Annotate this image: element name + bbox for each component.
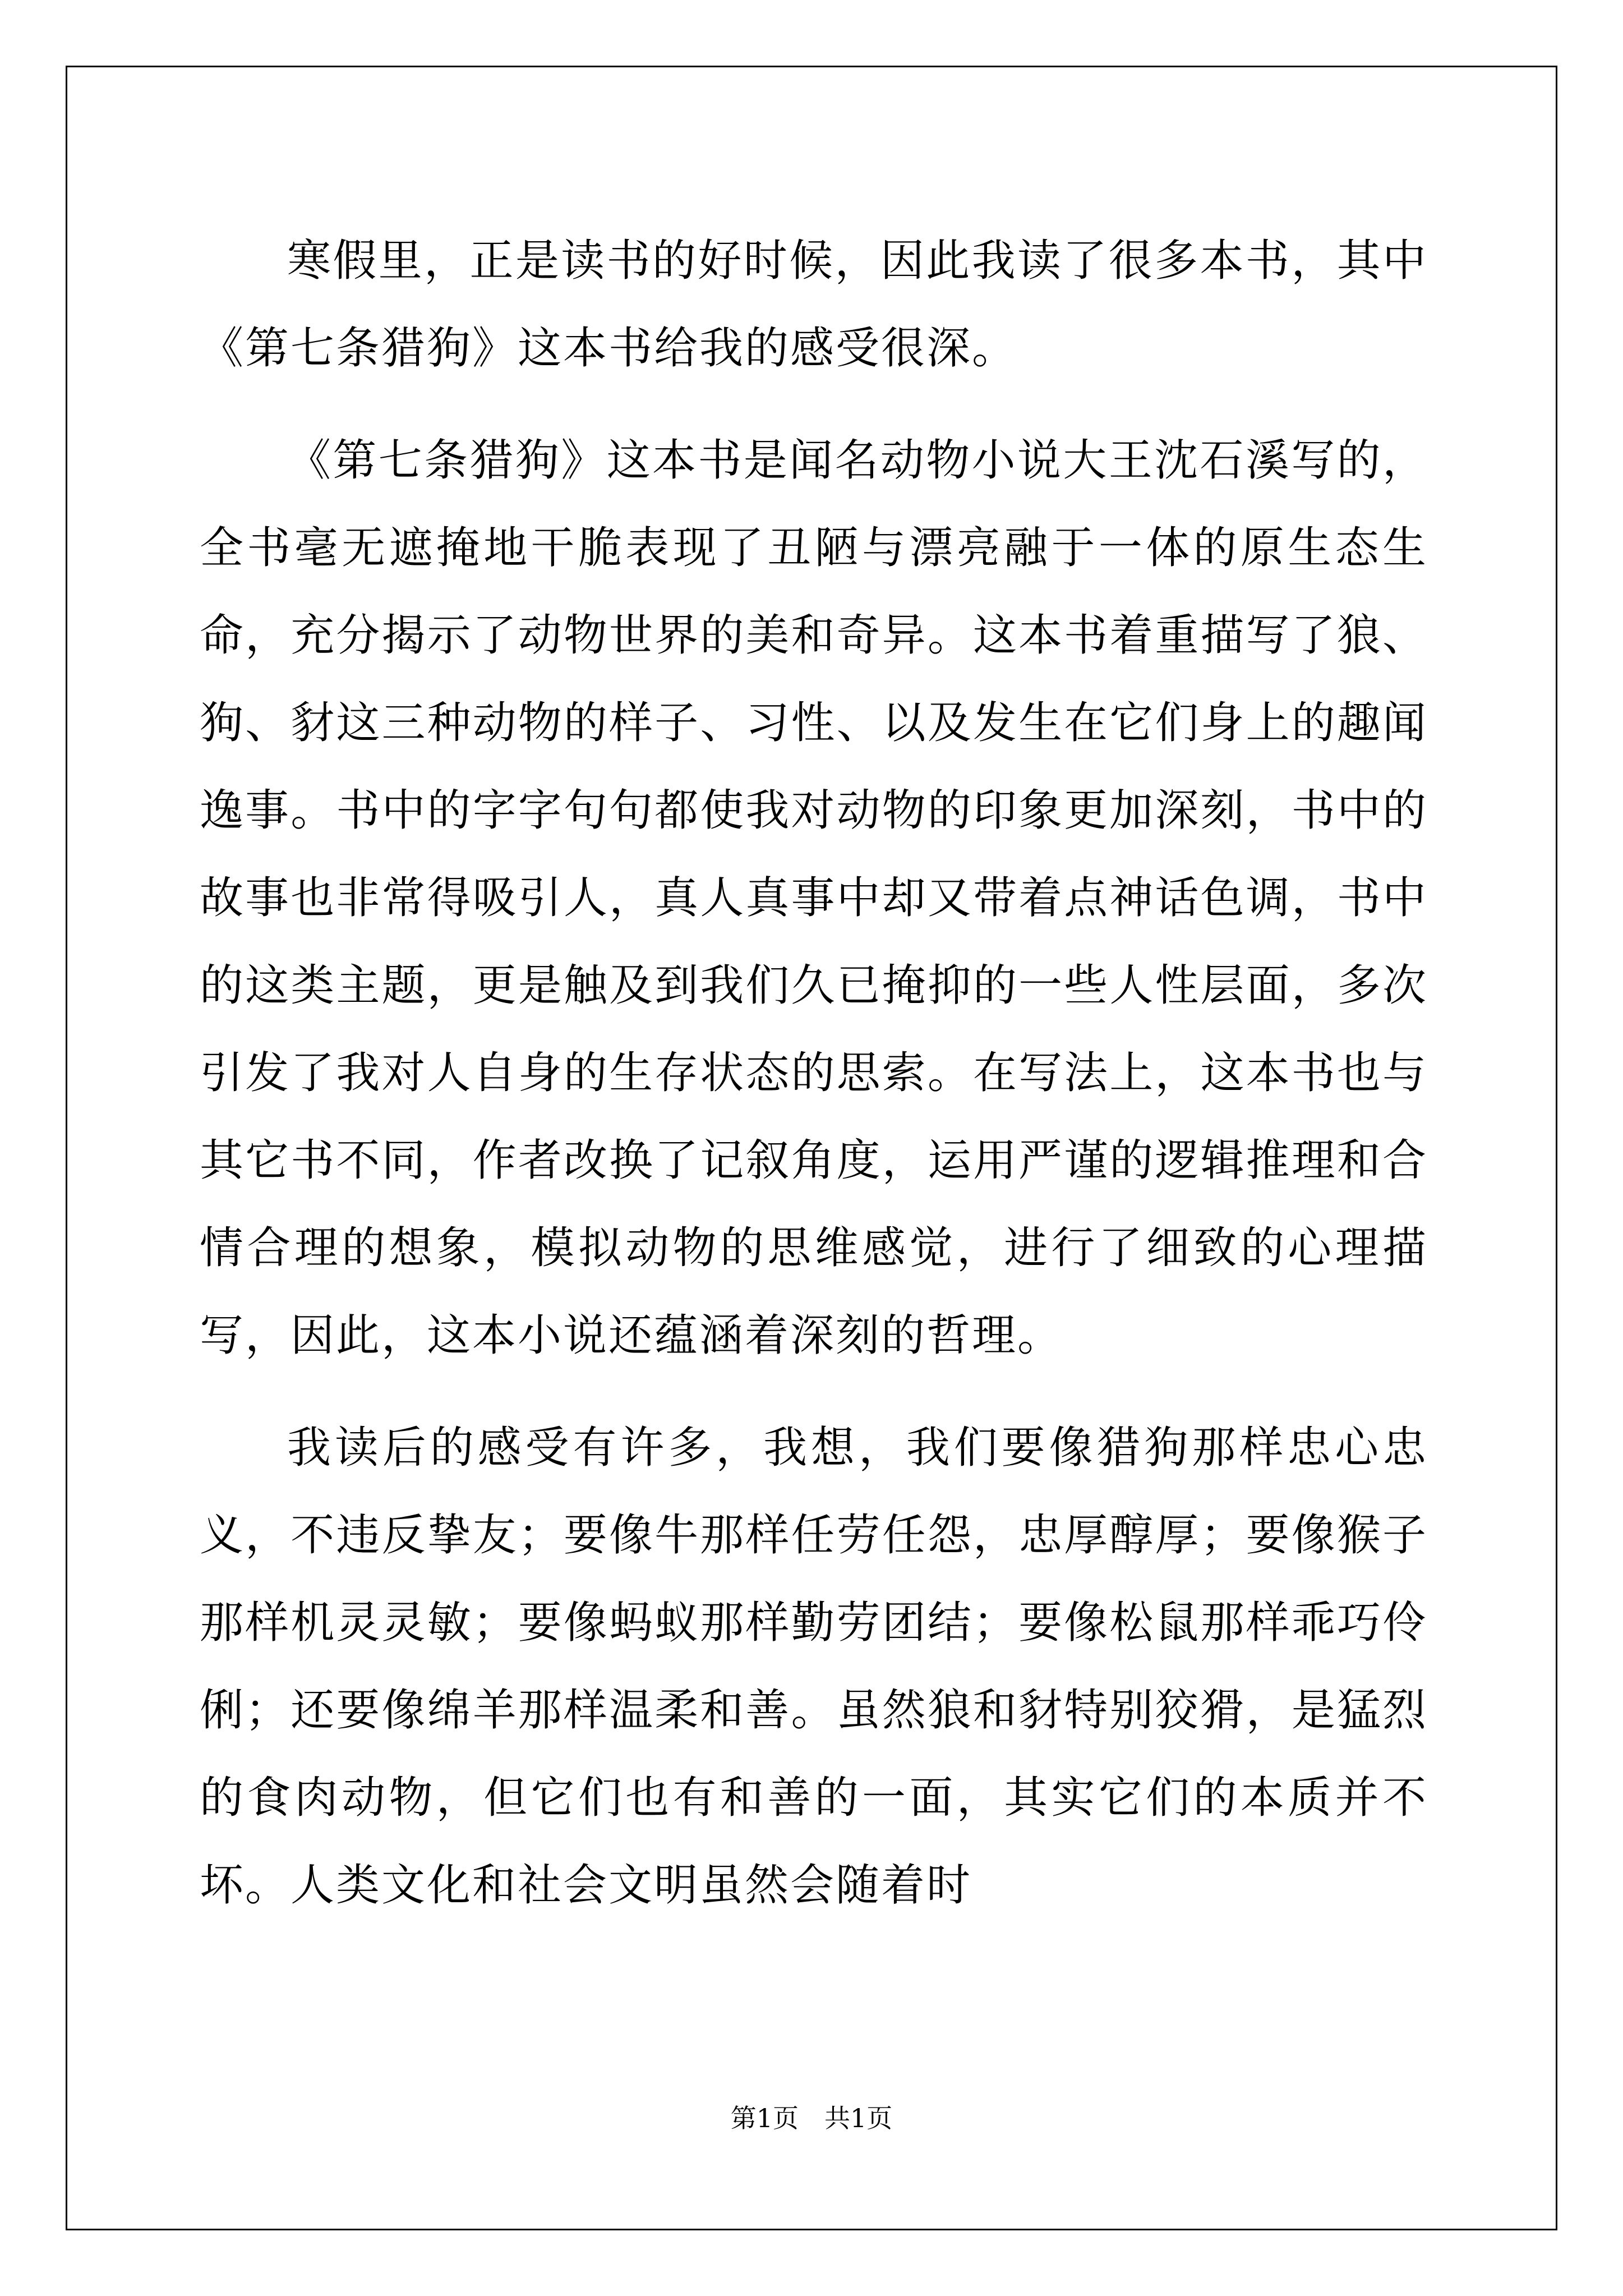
paragraph-reflection: 我读后的感受有许多，我想，我们要像猎狗那样忠心忠义，不违反挚友；要像牛那样任劳任怨，忠厚醇厚；要像猴子那样机灵灵敏；要像蚂蚁那样勤劳团结；要像松鼠那样乖巧伶俐；还要像绵羊那样温柔和善。虽然狼和豺特别狡猾，是猛烈的食肉动物，但它们也有和善的一面，其实它们的本质并不坏。人类文化和社会文明虽然会随着时 [200,1423,1428,1911]
paragraph-book-description: 《第七条猎狗》这本书是闻名动物小说大王沈石溪写的，全书毫无遮掩地干脆表现了丑陋与漂亮融于一体的原生态生命，充分揭示了动物世界的美和奇异。这本书着重描写了狼、狗、豺这三种动物的样子、习性、以及发生在它们身上的趣闻逸事。书中的字字句句都使我对动物的印象更加深刻，书中的故事也非常得吸引人，真人真事中却又带着点神话色调，书中的这类主题，更是触及到我们久已掩抑的一些人性层面，多次引发了我对人自身的生存状态的思索。在写法上，这本书也与其它书不同，作者改换了记叙角度，运用严谨的逻辑推理和合情合理的想象，模拟动物的思维感觉，进行了细致的心理描写，因此，这本小说还蕴涵着深刻的哲理。 [200,435,1428,1361]
page-footer [0,2098,1623,2135]
document-body [200,217,1428,1929]
page-total: 共1页 [824,2103,893,2133]
paragraph-intro: 寒假里，正是读书的好时候，因此我读了很多本书，其中《第七条猎狗》这本书给我的感受很深。 [200,236,1428,374]
page-number: 第1页 [730,2103,799,2133]
